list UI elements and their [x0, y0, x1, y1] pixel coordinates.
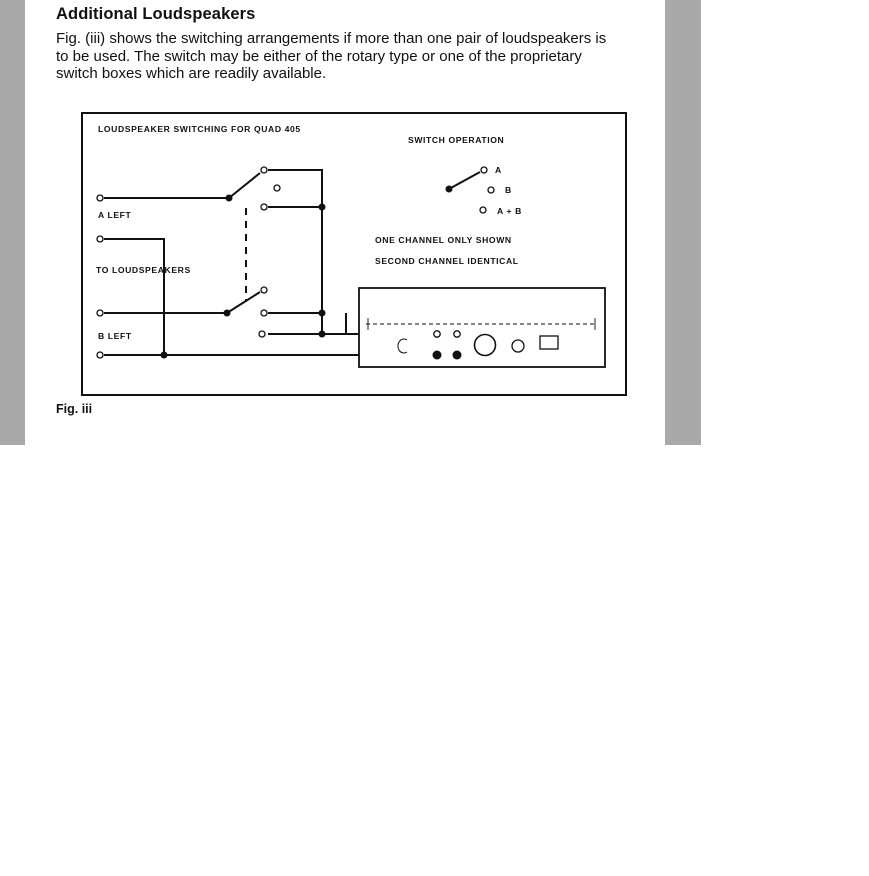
lower-switch-pivot — [224, 310, 231, 317]
switch-operation-label: SWITCH OPERATION — [408, 135, 505, 145]
a-left-label: A LEFT — [98, 210, 132, 220]
rt-terminal-bottom — [453, 351, 462, 360]
diagram-title: LOUDSPEAKER SWITCHING FOR QUAD 405 — [98, 124, 301, 134]
lower-contact-ab — [259, 331, 265, 337]
body-paragraph: Fig. (iii) shows the switching arrangements if more than one pair of loudspeakers is to be used. The switch may be either of the rotary type or one of the proprietary switch boxes which are readily available. — [56, 30, 607, 82]
panel-indicator — [512, 340, 524, 352]
upper-contact-ab — [261, 204, 267, 210]
upper-contact-b — [274, 185, 280, 191]
note-one-channel: ONE CHANNEL ONLY SHOWN — [375, 235, 512, 245]
section-heading: Additional Loudspeakers — [56, 5, 256, 23]
b-left-label: B LEFT — [98, 331, 132, 341]
upper-contact-a — [261, 167, 267, 173]
note-second-channel: SECOND CHANNEL IDENTICAL — [375, 256, 519, 266]
b-left-terminal-top — [97, 310, 103, 316]
lt-terminal-top — [434, 331, 440, 337]
a-left-terminal-top — [97, 195, 103, 201]
to-loudspeakers-label: TO LOUDSPEAKERS — [96, 265, 191, 275]
panel-switch — [540, 336, 558, 349]
lt-terminal-bottom — [433, 351, 442, 360]
a-left-terminal-bottom — [97, 236, 103, 242]
operation-contact-ab — [480, 207, 486, 213]
position-a-label: A — [495, 165, 502, 175]
position-b-label: B — [505, 185, 512, 195]
junction-ground — [161, 352, 168, 359]
operation-switch-pivot — [446, 186, 453, 193]
lower-contact-b — [261, 310, 267, 316]
junction-middle-bus — [319, 310, 326, 317]
operation-contact-a — [481, 167, 487, 173]
b-left-terminal-bottom — [97, 352, 103, 358]
junction-upper-bus — [319, 204, 326, 211]
upper-switch-pivot — [226, 195, 233, 202]
operation-contact-b — [488, 187, 494, 193]
figure-caption: Fig. iii — [56, 402, 93, 416]
lower-contact-a — [261, 287, 267, 293]
quad-405-panel — [359, 288, 605, 367]
position-ab-label: A + B — [497, 206, 522, 216]
junction-lower-bus — [319, 331, 326, 338]
panel-knob — [475, 335, 496, 356]
rt-terminal-top — [454, 331, 460, 337]
